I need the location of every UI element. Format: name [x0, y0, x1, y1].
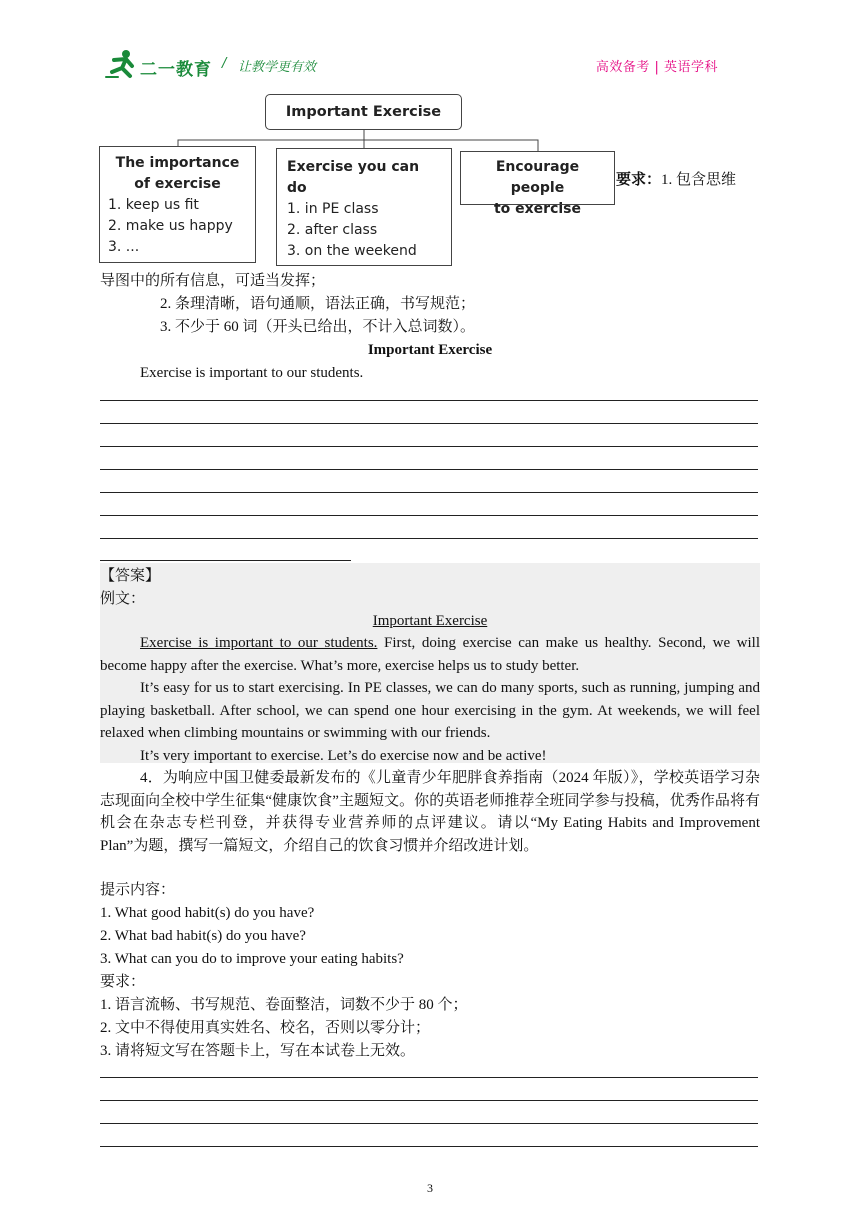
mindmap-item: 2. make us happy	[108, 218, 233, 234]
page-number: 3	[427, 1181, 433, 1195]
requirement-3: 3. 不少于 60 词（开头已给出，不计入总词数）。	[160, 319, 476, 335]
mindmap-item: 3. ...	[108, 239, 140, 255]
header-divider: /	[222, 56, 227, 71]
q4-requirement: 3. 请将短文写在答题卡上，写在本试卷上无效。	[100, 1043, 416, 1059]
writing-line	[100, 538, 758, 539]
q4-requirement: 2. 文中不得使用真实姓名、校名，否则以零分计；	[100, 1020, 431, 1036]
mindmap-box-head: to exercise	[493, 201, 582, 217]
writing-line	[100, 1123, 758, 1124]
writing-line	[100, 423, 758, 424]
answer-p3-text: It’s very important to exercise. Let’s do exercise now and be active!	[140, 748, 547, 764]
writing-line	[100, 515, 758, 516]
requirement-1	[616, 169, 736, 191]
mindmap-box-head: Exercise you can do	[287, 159, 420, 196]
writing-line	[100, 1077, 758, 1078]
answer-paragraph-1	[100, 632, 760, 677]
mindmap-box-head: of exercise	[134, 176, 221, 192]
q4-hint: 3. What can you do to improve your eating habits?	[100, 951, 404, 967]
answer-p1-text: First, doing exercise can make us healthy. Second, we will become happy after the exercise. What’s more, exercise helps us to study better.	[100, 635, 761, 674]
answer-title: Important Exercise	[372, 613, 488, 629]
mindmap-item: 1. in PE class	[287, 201, 379, 217]
q4-req-label: 要求：	[100, 974, 146, 990]
mindmap-box-exercise	[276, 148, 452, 266]
mindmap-title: Important Exercise	[265, 94, 462, 130]
q4-requirement: 1. 语言流畅、书写规范、卷面整洁，词数不少于 80 个；	[100, 997, 468, 1013]
mindmap-box-head: The importance	[115, 155, 240, 171]
writing-line	[100, 560, 351, 561]
answer-paragraph-3	[100, 745, 760, 768]
mindmap-box-head: Encourage people	[495, 159, 580, 196]
mindmap-item: 2. after class	[287, 222, 378, 238]
writing-line	[100, 446, 758, 447]
answer-p2-text: It’s easy for us to start exercising. In PE classes, we can do many sports, such as running, jumping and playing basketball. After school, we can spend one hour exercising in the gym. At weekends, we will feel relaxed when climbing mountains or swimming with our friends.	[100, 680, 760, 742]
q4-hint: 1. What good habit(s) do you have?	[100, 905, 315, 921]
mindmap-item: 1. keep us fit	[108, 197, 199, 213]
essay-title: Important Exercise	[367, 342, 493, 358]
writing-line	[100, 1100, 758, 1101]
requirement-2: 2. 条理清晰，语句通顺，语法正确，书写规范；	[160, 296, 476, 312]
requirement-1-cont: 导图中的所有信息，可适当发挥；	[100, 273, 326, 289]
requirement-1-start: 1. 包含思维	[661, 172, 737, 188]
writing-line	[100, 469, 758, 470]
mindmap-box-encourage	[460, 151, 615, 217]
example-label: 例文：	[100, 591, 146, 607]
answer-tag: 【答案】	[100, 568, 161, 584]
answer-paragraph-2	[100, 677, 760, 745]
mindmap-item: 3. on the weekend	[287, 243, 417, 259]
q4-intro-text: 4．为响应中国卫健委最新发布的《儿童青少年肥胖食养指南（2024 年版）》，学校英语学习杂志现面向全校中学生征集“健康饮食”主题短文。你的英语老师推荐全班同学参与投稿，优秀作品将有机会在杂志专栏刊登，并获得专业营养师的点评建议。请以“My Eating Habits and Improvement Plan”为题，撰写一篇短文，介绍自己的饮食习惯并介绍改进计划。	[100, 770, 760, 854]
header-subject: 高效备考 | 英语学科	[595, 60, 718, 75]
essay-opening: Exercise is important to our students.	[140, 365, 364, 381]
writing-line	[100, 400, 758, 401]
mindmap-box-importance	[99, 146, 256, 263]
header-brand: 二一教育	[140, 60, 212, 80]
q4-intro	[100, 767, 760, 857]
requirement-label: 要求：	[616, 172, 662, 188]
header-slogan: 让教学更有效	[238, 60, 317, 75]
writing-line	[100, 492, 758, 493]
q4-hint: 2. What bad habit(s) do you have?	[100, 928, 306, 944]
answer-opening: Exercise is important to our students.	[140, 635, 378, 651]
q4-hints-label: 提示内容：	[100, 882, 176, 898]
writing-line	[100, 1146, 758, 1147]
